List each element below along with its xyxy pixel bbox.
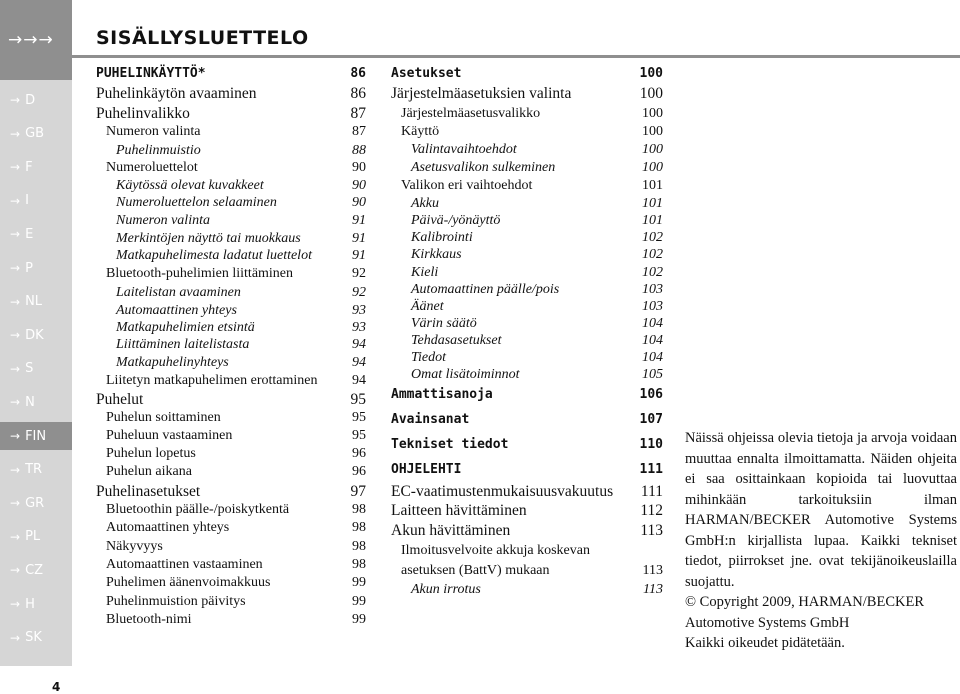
toc-entry-page: 87 — [350, 105, 366, 122]
arrow-right-icon: → — [10, 126, 21, 141]
toc-entry-title: Merkintöjen näyttö tai muokkaus — [116, 231, 301, 246]
language-tab-f[interactable] — [0, 153, 72, 181]
toc-entry[interactable] — [391, 522, 663, 540]
arrow-right-icon: → — [10, 529, 21, 544]
toc-entry-title: Matkapuhelimesta ladatut luettelot — [116, 248, 312, 263]
toc-entry[interactable] — [96, 520, 366, 536]
toc-entry[interactable] — [96, 391, 366, 409]
toc-entry-page: 87 — [352, 124, 366, 139]
toc-entry-title: Laitelistan avaaminen — [116, 285, 241, 300]
language-tab-label: H — [25, 596, 35, 612]
toc-entry-title: Puhelun soittaminen — [106, 410, 221, 425]
toc-entry-page: 100 — [639, 85, 663, 102]
language-tab-h[interactable] — [0, 590, 72, 618]
toc-entry-page: 99 — [352, 575, 366, 590]
toc-entry-page: 88 — [352, 143, 366, 158]
toc-entry[interactable] — [96, 231, 366, 247]
toc-entry-page: 91 — [352, 213, 366, 228]
arrow-right-icon: → — [10, 93, 21, 107]
toc-entry[interactable] — [391, 563, 663, 579]
language-tab-e[interactable] — [0, 220, 72, 248]
toc-entry-title: Akun irrotus — [411, 582, 481, 597]
toc-entry-title: Puhelun aikana — [106, 464, 192, 479]
toc-entry-title: Järjestelmäasetusvalikko — [401, 106, 541, 121]
arrow-right-icon: → — [10, 227, 21, 242]
toc-entry-page: 99 — [352, 612, 366, 627]
toc-entry-title: Akku — [411, 196, 439, 211]
toc-entry-page: 91 — [352, 248, 366, 263]
nav-arrows-icon[interactable]: →→→ — [0, 0, 72, 80]
toc-entry-page: 113 — [640, 522, 663, 539]
toc-entry-page: 102 — [642, 247, 663, 262]
toc-entry[interactable] — [96, 195, 366, 211]
toc-entry-page: 104 — [642, 316, 663, 331]
toc-entry-page: 104 — [642, 333, 663, 348]
page-title: SISÄLLYSLUETTELO — [96, 27, 309, 49]
toc-entry-page: 106 — [639, 387, 663, 402]
toc-entry-title: Liitetyn matkapuhelimen erottaminen — [106, 373, 318, 388]
language-tab-label: N — [25, 394, 35, 410]
toc-entry-title: Numeron valinta — [116, 213, 210, 228]
toc-entry-page: 90 — [352, 195, 366, 210]
language-tab-pl[interactable] — [0, 523, 72, 551]
toc-entry-title: Puhelun lopetus — [106, 446, 196, 461]
toc-entry-page: 111 — [639, 462, 663, 477]
toc-entry-title: Puhelinmuistio — [116, 143, 201, 158]
arrow-right-icon: → — [10, 429, 21, 443]
toc-entry[interactable] — [391, 299, 663, 315]
toc-entry-page: 93 — [352, 303, 366, 318]
toc-entry-page: 99 — [352, 594, 366, 609]
arrow-right-icon: → — [10, 294, 21, 309]
language-tab-label: GR — [25, 495, 45, 511]
language-tab-sk[interactable] — [0, 624, 72, 652]
toc-entry-page: 113 — [643, 582, 663, 597]
toc-entry[interactable] — [391, 462, 663, 477]
toc-entry[interactable] — [96, 373, 366, 389]
arrow-right-icon: → — [10, 597, 21, 611]
toc-entry-title: Kieli — [411, 265, 439, 280]
toc-entry[interactable] — [96, 266, 366, 282]
toc-entry[interactable] — [391, 160, 663, 176]
toc-entry[interactable] — [96, 539, 366, 555]
toc-entry-title: OHJELEHTI — [391, 462, 462, 477]
toc-entry-title: Automaattinen yhteys — [106, 520, 230, 535]
toc-entry-title: Akun hävittäminen — [391, 522, 511, 539]
toc-entry-page: 96 — [352, 446, 366, 461]
language-tab-label: SK — [25, 630, 42, 646]
toc-entry[interactable] — [96, 285, 366, 301]
toc-entry-title: Avainsanat — [391, 412, 470, 427]
toc-entry-title: Äänet — [411, 299, 444, 314]
toc-entry[interactable] — [391, 387, 663, 402]
toc-entry[interactable] — [96, 446, 366, 462]
toc-entry[interactable] — [391, 106, 663, 122]
arrow-right-icon: → — [10, 193, 21, 208]
toc-entry-page: 102 — [642, 265, 663, 280]
toc-entry-title: Päivä-/yönäyttö — [411, 213, 501, 228]
toc-entry[interactable] — [96, 594, 366, 610]
toc-entry-title: Puhelimen äänenvoimakkuus — [106, 575, 271, 590]
toc-entry-title: Käyttö — [401, 124, 440, 139]
toc-entry[interactable] — [391, 333, 663, 349]
toc-entry[interactable] — [96, 355, 366, 371]
toc-entry[interactable] — [391, 282, 663, 298]
toc-entry-page: 98 — [352, 557, 366, 572]
toc-entry-title: Omat lisätoiminnot — [411, 367, 520, 382]
toc-entry-page: 86 — [350, 85, 366, 102]
toc-entry-title: Järjestelmäasetuksien valinta — [391, 85, 572, 102]
language-tab-label: GB — [25, 126, 45, 142]
toc-entry-page: 112 — [640, 502, 663, 519]
toc-entry[interactable] — [391, 412, 663, 427]
toc-entry-page: 100 — [642, 124, 663, 139]
footer-bar — [0, 666, 960, 694]
language-tab-label: E — [25, 226, 34, 242]
toc-entry-page: 91 — [352, 231, 366, 246]
toc-entry[interactable] — [391, 437, 663, 452]
toc-entry[interactable] — [96, 410, 366, 426]
toc-entry-title: Numeron valinta — [106, 124, 201, 139]
toc-entry[interactable] — [96, 557, 366, 573]
toc-entry[interactable] — [96, 66, 366, 81]
toc-entry-title: Automaattinen päälle/pois — [411, 282, 560, 297]
toc-entry[interactable] — [391, 142, 663, 158]
toc-entry[interactable] — [391, 85, 663, 103]
arrow-right-icon: → — [10, 261, 21, 275]
toc-entry[interactable] — [96, 428, 366, 444]
toc-entry-page: 100 — [642, 106, 663, 121]
toc-entry-title: Puhelut — [96, 391, 144, 408]
toc-entry-page: 100 — [642, 142, 663, 157]
language-tab-label: I — [25, 193, 29, 209]
toc-entry[interactable] — [96, 502, 366, 518]
language-tab-label: F — [25, 159, 33, 175]
toc-entry[interactable] — [391, 196, 663, 212]
toc-entry[interactable] — [391, 316, 663, 332]
toc-entry-title: PUHELINKÄYTTÖ* — [96, 66, 206, 81]
page-number: 4 — [52, 680, 61, 694]
toc-entry-page: 103 — [642, 282, 663, 297]
toc-entry-title: Valikon eri vaihtoehdot — [401, 178, 533, 193]
toc-entry-title: asetuksen (BattV) mukaan — [401, 563, 550, 578]
language-tab-label: FIN — [25, 428, 47, 444]
toc-entry-page: 101 — [642, 178, 663, 193]
toc-entry-page: 92 — [352, 266, 366, 281]
language-tab-dk[interactable] — [0, 321, 72, 349]
language-tab-gr[interactable] — [0, 489, 72, 517]
toc-entry-title: Matkapuhelinyhteys — [116, 355, 229, 370]
toc-entry-page: 107 — [639, 412, 663, 427]
toc-entry-page: 97 — [350, 483, 366, 500]
arrow-right-icon: → — [10, 462, 21, 477]
language-tab-label: P — [25, 260, 33, 276]
notice-paragraph: Näissä ohjeissa olevia tietoja ja arvoja voidaan muuttaa ennalta ilmoittamatta. Näiden ohjeita ei saa osittainkaan kopioida tai luovuttaa mihinkään tarkoituksiin ilman HARMAN/BECKER Automotive Systems GmbH:n kirjallista lupaa. Kaikki tekniset tiedot, piirrokset jne. ovat tekijänoikeuslailla suojattu. — [685, 430, 957, 590]
toc-entry-page: 92 — [352, 285, 366, 300]
toc-entry-title: Ammattisanoja — [391, 387, 493, 402]
arrow-right-icon: → — [10, 496, 21, 511]
arrow-right-icon: → — [10, 630, 21, 645]
toc-entry-title: Puhelinkäytön avaaminen — [96, 85, 257, 102]
toc-entry[interactable] — [391, 483, 663, 501]
toc-entry-title: Bluetooth-puhelimien liittäminen — [106, 266, 294, 281]
toc-entry[interactable] — [96, 464, 366, 480]
toc-entry-page: 96 — [352, 464, 366, 479]
arrow-right-icon: → — [10, 563, 21, 578]
toc-entry-page: 100 — [639, 66, 663, 81]
toc-entry-title: Tiedot — [411, 350, 447, 365]
toc-entry-page: 94 — [352, 373, 366, 388]
toc-entry-title: Liittäminen laitelistasta — [116, 337, 250, 352]
title-divider — [72, 55, 960, 58]
toc-entry-title: Laitteen hävittäminen — [391, 502, 527, 519]
language-tab-s[interactable] — [0, 355, 72, 383]
toc-entry-title: Numeroluettelon selaaminen — [116, 195, 277, 210]
toc-entry-page: 94 — [352, 355, 366, 370]
toc-entry-page: 95 — [352, 428, 366, 443]
toc-entry[interactable] — [391, 582, 663, 598]
rights-reserved-line: Kaikki oikeudet pidätetään. — [685, 635, 845, 651]
toc-entry-page: 98 — [352, 520, 366, 535]
language-tab-label: PL — [25, 529, 41, 545]
toc-entry-title: Bluetoothin päälle-/poiskytkentä — [106, 502, 290, 517]
toc-entry[interactable] — [96, 303, 366, 319]
toc-entry[interactable] — [96, 612, 366, 628]
language-tab-label: CZ — [25, 562, 44, 578]
toc-entry[interactable] — [391, 543, 663, 559]
toc-entry[interactable] — [391, 230, 663, 246]
toc-entry[interactable] — [391, 502, 663, 520]
language-tab-cz[interactable] — [0, 556, 72, 584]
toc-entry-title: Puheluun vastaaminen — [106, 428, 233, 443]
arrow-right-icon: → — [10, 395, 21, 410]
toc-entry-title: Asetukset — [391, 66, 462, 81]
toc-entry-title: Tekniset tiedot — [391, 437, 509, 452]
language-tab-gb[interactable] — [0, 120, 72, 148]
toc-entry-page: 90 — [352, 160, 366, 175]
toc-entry-title: Puhelinvalikko — [96, 105, 190, 122]
toc-entry[interactable] — [96, 105, 366, 123]
language-tab-nl[interactable] — [0, 288, 72, 316]
toc-entry-page: 98 — [352, 539, 366, 554]
toc-entry[interactable] — [96, 124, 366, 140]
toc-entry-page: 101 — [642, 196, 663, 211]
toc-entry-page: 111 — [640, 483, 663, 500]
language-tab-label: D — [25, 92, 36, 108]
toc-entry-title: Tehdasasetukset — [411, 333, 502, 348]
toc-entry-title: Puhelinasetukset — [96, 483, 201, 500]
toc-entry-page: 103 — [642, 299, 663, 314]
toc-entry[interactable] — [96, 85, 366, 103]
language-tab-label: NL — [25, 294, 43, 310]
toc-entry-page: 110 — [639, 437, 663, 452]
toc-entry[interactable] — [96, 143, 366, 159]
language-tab-p[interactable] — [0, 254, 72, 282]
toc-entry[interactable] — [391, 350, 663, 366]
language-tab-fin[interactable] — [0, 422, 72, 450]
toc-entry[interactable] — [391, 178, 663, 194]
toc-entry-page: 100 — [642, 160, 663, 175]
toc-entry[interactable] — [391, 66, 663, 81]
toc-entry[interactable] — [96, 320, 366, 336]
toc-entry[interactable] — [391, 367, 663, 383]
language-tab-label: S — [25, 361, 34, 377]
toc-entry-page: 95 — [350, 391, 366, 408]
toc-entry[interactable] — [96, 213, 366, 229]
toc-entry-title: Automaattinen yhteys — [116, 303, 237, 318]
toc-entry[interactable] — [96, 337, 366, 353]
language-tab-label: TR — [25, 462, 43, 478]
toc-entry-title: Valintavaihtoehdot — [411, 142, 517, 157]
toc-entry[interactable] — [391, 124, 663, 140]
toc-entry[interactable] — [96, 575, 366, 591]
toc-entry[interactable] — [391, 213, 663, 229]
language-tab-tr[interactable] — [0, 456, 72, 484]
toc-entry-title: Matkapuhelimien etsintä — [116, 320, 255, 335]
toc-entry-title: Bluetooth-nimi — [106, 612, 192, 627]
toc-entry[interactable] — [96, 248, 366, 264]
toc-entry[interactable] — [96, 160, 366, 176]
toc-entry-title: Puhelinmuistion päivitys — [106, 594, 246, 609]
toc-entry-title: Numeroluettelot — [106, 160, 198, 175]
toc-entry-title: Käytössä olevat kuvakkeet — [116, 178, 264, 193]
toc-entry-title: Automaattinen vastaaminen — [106, 557, 263, 572]
arrow-right-icon: → — [10, 160, 21, 175]
toc-entry-page: 105 — [642, 367, 663, 382]
toc-entry[interactable] — [96, 178, 366, 194]
toc-entry-title: Asetusvalikon sulkeminen — [411, 160, 556, 175]
toc-entry-title: Kirkkaus — [411, 247, 462, 262]
toc-entry-title: Näkyvyys — [106, 539, 163, 554]
toc-entry[interactable] — [391, 265, 663, 281]
language-tab-d[interactable] — [0, 86, 72, 114]
toc-entry[interactable] — [391, 247, 663, 263]
toc-entry-title: Ilmoitusvelvoite akkuja koskevan — [401, 543, 590, 558]
toc-entry-page: 90 — [352, 178, 366, 193]
language-tab-n[interactable] — [0, 388, 72, 416]
toc-entry-page: 95 — [352, 410, 366, 425]
language-tab-label: DK — [25, 327, 44, 343]
toc-entry-title: Värin säätö — [411, 316, 477, 331]
toc-entry-page: 113 — [642, 563, 663, 578]
toc-entry-page: 94 — [352, 337, 366, 352]
arrow-right-icon: → — [10, 328, 21, 343]
copyright-line: © Copyright 2009, HARMAN/BECKER Automotive Systems GmbH — [685, 594, 925, 631]
toc-entry-page: 98 — [352, 502, 366, 517]
legal-notice — [685, 428, 957, 654]
toc-entry-title: Kalibrointi — [411, 230, 473, 245]
arrow-right-icon: → — [10, 361, 21, 376]
toc-entry[interactable] — [96, 483, 366, 501]
toc-entry-page: 86 — [350, 66, 366, 81]
toc-entry-page: 102 — [642, 230, 663, 245]
toc-entry-page: 101 — [642, 213, 663, 228]
toc-entry-page: 104 — [642, 350, 663, 365]
toc-entry-page: 93 — [352, 320, 366, 335]
language-tab-i[interactable] — [0, 187, 72, 215]
toc-entry-title: EC-vaatimustenmukaisuusvakuutus — [391, 483, 614, 500]
